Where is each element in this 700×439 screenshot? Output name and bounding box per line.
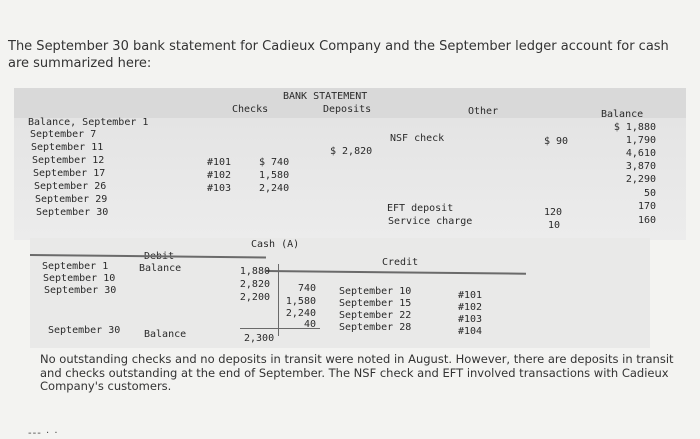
credit-amount: 740 <box>297 283 316 294</box>
bank-row-date: September 11 <box>31 142 104 153</box>
debit-date: September 30 <box>44 285 117 296</box>
balance-amount: 170 <box>637 201 656 212</box>
ledger-title: Cash (A) <box>251 239 300 250</box>
debit-amount: 1,880 <box>239 266 270 277</box>
bank-row-date: September 26 <box>34 181 107 192</box>
bank-row-date: September 12 <box>32 155 105 166</box>
balance-amount: 1,790 <box>625 135 656 146</box>
debit-date: September 10 <box>43 273 116 284</box>
credit-amount: 40 <box>303 319 316 330</box>
bank-row-date: September 29 <box>35 194 108 205</box>
credit-ref: #103 <box>458 314 483 325</box>
bank-row-date: September 30 <box>36 207 109 218</box>
bank-statement-title: BANK STATEMENT <box>283 91 368 102</box>
ledger-center-rule <box>278 264 279 336</box>
footer-note: No outstanding checks and no deposits in transit were noted in August. However, there are deposits in transit and checks outstanding at the end of September. The NSF check and EFT involved transactions with Cadieux Company's customers. <box>40 352 674 393</box>
debit-label: Debit <box>144 251 175 262</box>
credit-date: September 10 <box>339 286 412 297</box>
other-amount: $ 90 <box>544 136 569 147</box>
other-amount: 10 <box>548 220 561 231</box>
credit-date: September 15 <box>339 298 412 309</box>
check-number: #102 <box>207 170 232 181</box>
credit-date: September 22 <box>339 310 412 321</box>
other-amount: 120 <box>544 207 563 218</box>
check-number: #101 <box>207 157 232 168</box>
deposit-amount: $ 2,820 <box>330 146 373 157</box>
bank-row-date: September 7 <box>30 129 97 140</box>
credit-label: Credit <box>382 257 419 268</box>
check-number: #103 <box>207 183 232 194</box>
credit-ref: #104 <box>458 326 483 337</box>
debit-balance-label: Balance <box>139 263 182 274</box>
ending-balance-date: September 30 <box>48 325 121 336</box>
ending-balance-label: Balance <box>144 329 187 340</box>
other-description: Service charge <box>388 216 473 227</box>
balance-amount: $ 1,880 <box>613 122 656 133</box>
deposits-header: Deposits <box>323 104 372 115</box>
check-amount: 1,580 <box>259 170 290 181</box>
bottom-fragment: --- · · <box>28 428 59 439</box>
balance-amount: 3,870 <box>625 161 656 172</box>
credit-ref: #101 <box>458 290 483 301</box>
balance-header: Balance <box>601 109 644 120</box>
balance-amount: 2,290 <box>625 174 656 185</box>
balance-amount: 50 <box>643 188 656 199</box>
debit-amount: 2,200 <box>239 292 270 303</box>
bank-row-date: Balance, September 1 <box>28 117 149 128</box>
ending-balance-amount: 2,300 <box>244 333 275 344</box>
credit-date: September 28 <box>339 322 412 333</box>
credit-amount: 2,240 <box>285 308 316 319</box>
balance-amount: 160 <box>637 215 656 226</box>
check-amount: $ 740 <box>259 157 290 168</box>
credit-ref: #102 <box>458 302 483 313</box>
debit-amount: 2,820 <box>239 279 270 290</box>
debit-date: September 1 <box>42 261 109 272</box>
other-header: Other <box>468 106 499 117</box>
check-amount: 2,240 <box>259 183 290 194</box>
balance-amount: 4,610 <box>625 148 656 159</box>
other-description: NSF check <box>390 133 445 144</box>
other-description: EFT deposit <box>387 203 454 214</box>
checks-header: Checks <box>232 104 269 115</box>
intro-text: The September 30 bank statement for Cadieux Company and the September ledger account for cash are summarized here: <box>8 39 669 71</box>
bank-row-date: September 17 <box>33 168 106 179</box>
credit-amount: 1,580 <box>285 296 316 307</box>
